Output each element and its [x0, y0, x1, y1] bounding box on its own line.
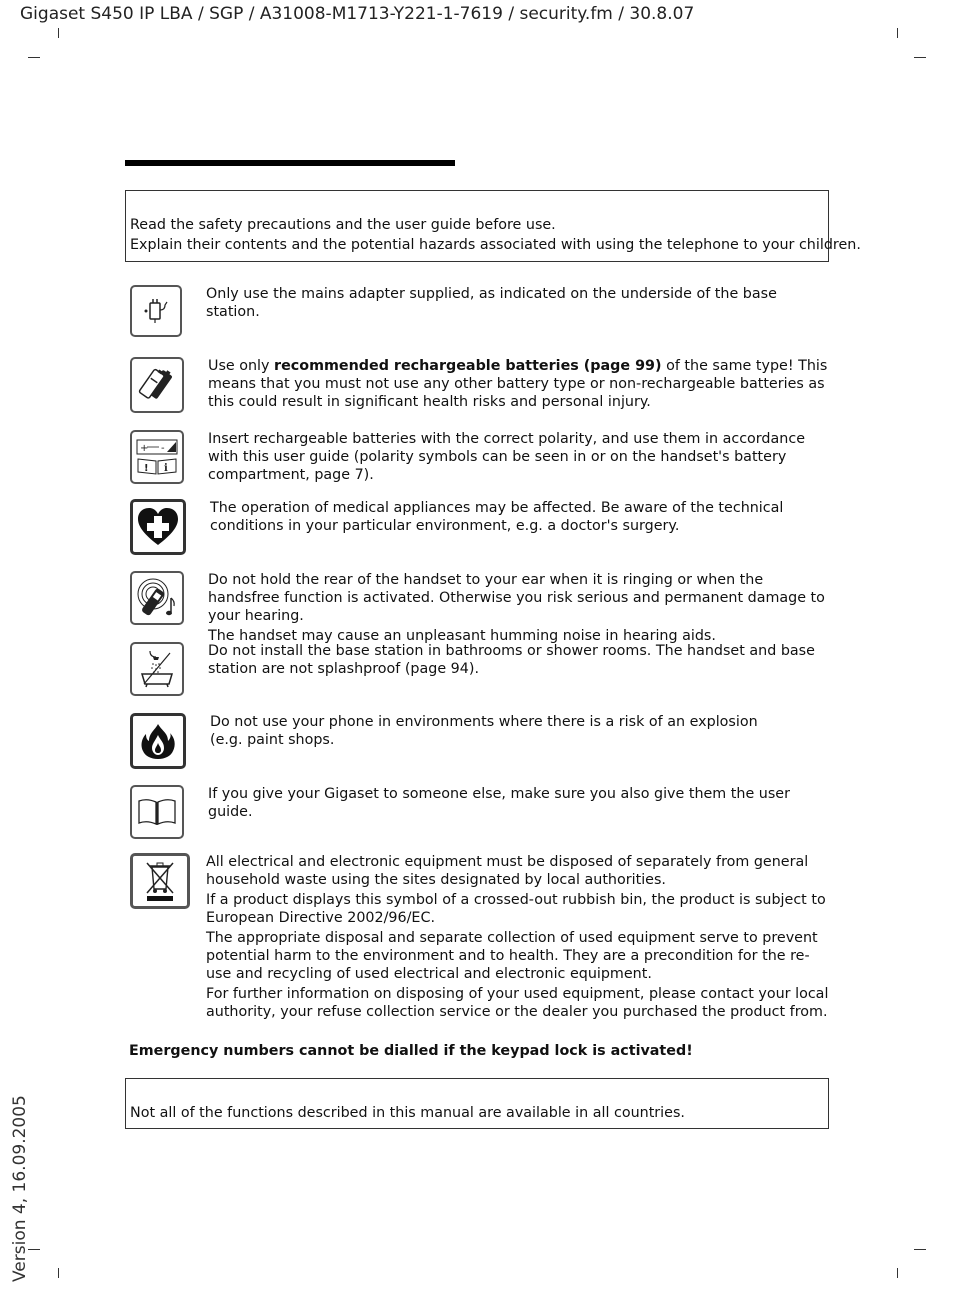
mains-adapter-icon — [130, 285, 182, 337]
svg-text:!: ! — [144, 463, 149, 474]
handset-ringing-text-2: The handset may cause an unpleasant humming noise in hearing aids. — [208, 628, 716, 644]
safety-text-medical: The operation of medical appliances may be affected. Be aware of the technical conditions in your particular environment, e.g. a doctor's surgery. — [210, 500, 784, 534]
batteries-link-text: recommended rechargeable batteries (page 99) — [274, 358, 662, 374]
safety-item-no-shower — [130, 642, 830, 696]
explosion-text-1: Do not use your phone in environments where there is a risk of an explosion — [210, 714, 758, 730]
safety-item-explosion — [130, 713, 830, 769]
footer-box-text: Not all of the functions described in this manual are available in all countries. — [130, 1105, 685, 1121]
crop-mark — [914, 57, 926, 58]
safety-item-medical — [130, 499, 830, 555]
battery-polarity-icon — [130, 430, 184, 484]
crop-mark — [58, 28, 59, 38]
title-rule — [125, 160, 455, 166]
version-sidebar: Version 4, 16.09.2005 — [10, 1095, 30, 1282]
intro-box — [125, 190, 861, 262]
handset-ringing-text-1: Do not hold the rear of the handset to your ear when it is ringing or when the handsfree function is activated. Otherwise you risk serious and permanent damage to your hearing. — [208, 572, 825, 624]
safety-item-user-guide — [130, 785, 830, 839]
explosion-text-2: (e.g. paint shops. — [210, 732, 335, 748]
batteries-text-before: Use only — [208, 358, 275, 374]
safety-text-polarity: Insert rechargeable batteries with the correct polarity, and use them in accordance with this user guide (polarity symbols can be seen in or on the handset's battery compartment, page 7). — [208, 431, 805, 483]
safety-text-handset-ringing — [208, 571, 830, 645]
safety-text-explosion — [210, 713, 830, 769]
batteries-text-after: of the same type! This means that you must not use any other battery type or non-rechargeable batteries as this could result in significant health risks and personal injury. — [208, 358, 828, 410]
disposal-paragraph-1: All electrical and electronic equipment must be disposed of separately from general household waste using the sites designated by local authorities. — [206, 854, 809, 888]
running-header: Gigaset S450 IP LBA / SGP / A31008-M1713-Y221-1-7619 / security.fm / 30.8.07 — [20, 4, 695, 24]
emergency-note: Emergency numbers cannot be dialled if the keypad lock is activated! — [129, 1043, 693, 1059]
footer-box — [125, 1078, 829, 1129]
disposal-paragraph-3: The appropriate disposal and separate collection of used equipment serve to prevent potential harm to the environment and to health. They are a precondition for the re-use and recycling of used electrical and electronic equipment. — [206, 930, 818, 982]
safety-item-disposal — [130, 853, 830, 1021]
safety-item-mains-adapter — [130, 285, 830, 337]
safety-text-batteries — [208, 357, 830, 413]
user-guide-book-icon — [130, 785, 184, 839]
safety-text-no-shower: Do not install the base station in bathrooms or shower rooms. The handset and base station are not splashproof (page 94). — [208, 643, 815, 677]
intro-line-1: Read the safety precautions and the user guide before use. — [130, 217, 556, 233]
crop-mark — [897, 1268, 898, 1278]
crop-mark — [28, 57, 40, 58]
safety-item-batteries — [130, 357, 830, 413]
no-shower-icon — [130, 642, 184, 696]
disposal-paragraph-2: If a product displays this symbol of a crossed-out rubbish bin, the product is subject to European Directive 2002/96/EC. — [206, 892, 826, 926]
safety-item-polarity — [130, 430, 830, 484]
handset-ringing-icon — [130, 571, 184, 625]
explosion-fire-icon — [130, 713, 186, 769]
safety-text-mains-adapter: Only use the mains adapter supplied, as indicated on the underside of the base station. — [206, 286, 777, 320]
safety-text-disposal — [206, 853, 830, 1021]
intro-line-2: Explain their contents and the potential hazards associated with using the telephone to your children. — [130, 237, 861, 253]
svg-text:i: i — [164, 463, 168, 474]
safety-text-user-guide: If you give your Gigaset to someone else, make sure you also give them the user guide. — [208, 786, 790, 820]
svg-text:-: - — [161, 443, 165, 454]
crossed-bin-icon — [130, 853, 190, 909]
svg-text:+: + — [140, 443, 149, 454]
disposal-paragraph-4: For further information on disposing of your used equipment, please contact your local authority, your refuse collection service or the dealer you purchased the product from. — [206, 986, 829, 1020]
medical-heart-icon — [130, 499, 186, 555]
crop-mark — [897, 28, 898, 38]
batteries-icon — [130, 357, 184, 413]
safety-item-handset-ringing — [130, 571, 830, 645]
crop-mark — [914, 1249, 926, 1250]
crop-mark — [58, 1268, 59, 1278]
